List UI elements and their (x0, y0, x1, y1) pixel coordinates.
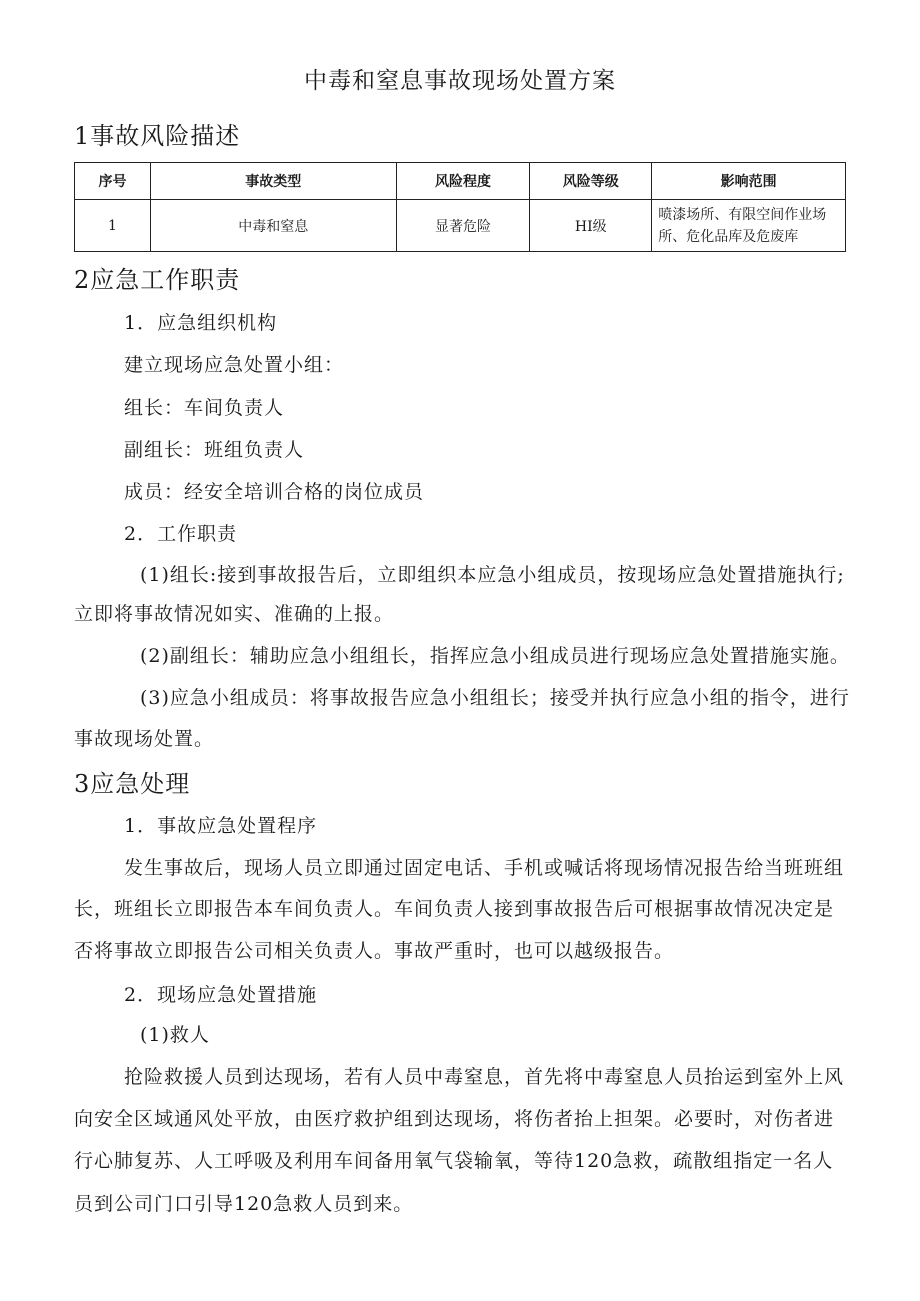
cell-index: 1 (75, 200, 151, 252)
duty-members-line1: (3)应急小组成员：将事故报告应急小组组长；接受并执行应急小组的指令，进行 (140, 687, 850, 709)
document-title: 中毒和窒息事故现场处置方案 (304, 68, 616, 94)
paragraph-members: 成员：经安全培训合格的岗位成员 (124, 481, 425, 503)
section-heading-response: 3应急处理 (74, 770, 191, 798)
risk-table (74, 162, 846, 252)
header-accident-type: 事故类型 (150, 163, 396, 200)
section-heading-duties: 2应急工作职责 (74, 266, 241, 294)
header-impact-scope: 影响范围 (652, 163, 846, 200)
measure-item-rescue: (1)救人 (140, 1024, 210, 1046)
header-index: 序号 (75, 163, 151, 200)
duty-members-line2: 事故现场处置。 (74, 728, 215, 750)
header-risk-level: 风险等级 (530, 163, 652, 200)
subheading-procedure: 1．事故应急处置程序 (124, 815, 318, 837)
cell-risk-level: HI级 (530, 200, 652, 252)
rescue-line1: 抢险救援人员到达现场，若有人员中毒窒息，首先将中毒窒息人员抬运到室外上风 (124, 1066, 845, 1088)
subheading-measures: 2．现场应急处置措施 (124, 984, 318, 1006)
procedure-line3: 否将事故立即报告公司相关负责人。事故严重时，也可以越级报告。 (74, 940, 675, 962)
rescue-line4: 员到公司门口引导120急救人员到来。 (74, 1193, 414, 1215)
rescue-line3: 行心肺复苏、人工呼吸及利用车间备用氧气袋输氧，等待120急救，疏散组指定一名人 (74, 1150, 834, 1172)
section-heading-risk: 1事故风险描述 (74, 122, 241, 150)
cell-accident-type: 中毒和窒息 (150, 200, 396, 252)
subheading-duties: 2．工作职责 (124, 523, 238, 545)
rescue-line2: 向安全区域通风处平放，由医疗救护组到达现场，将伤者抬上担架。必要时，对伤者进 (74, 1108, 835, 1130)
cell-impact-scope: 喷漆场所、有限空间作业场所、危化品库及危废库 (652, 200, 846, 252)
procedure-line2: 长，班组长立即报告本车间负责人。车间负责人接到事故报告后可根据事故情况决定是 (74, 898, 835, 920)
table-header-row (75, 163, 846, 200)
procedure-line1: 发生事故后，现场人员立即通过固定电话、手机或喊话将现场情况报告给当班班组 (124, 857, 845, 879)
duty-deputy-line1: (2)副组长：辅助应急小组组长，指挥应急小组成员进行现场应急处置措施实施。 (140, 645, 850, 667)
paragraph-leader: 组长：车间负责人 (124, 397, 285, 419)
paragraph-deputy: 副组长：班组负责人 (124, 439, 305, 461)
subheading-org: 1．应急组织机构 (124, 312, 278, 334)
duty-leader-line1: (1)组长:接到事故报告后，立即组织本应急小组成员，按现场应急处置措施执行; (140, 564, 845, 586)
table-row (75, 200, 846, 252)
duty-leader-line2: 立即将事故情况如实、准确的上报。 (74, 603, 395, 625)
header-risk-degree: 风险程度 (396, 163, 530, 200)
paragraph-setup: 建立现场应急处置小组： (124, 354, 345, 376)
cell-risk-degree: 显著危险 (396, 200, 530, 252)
